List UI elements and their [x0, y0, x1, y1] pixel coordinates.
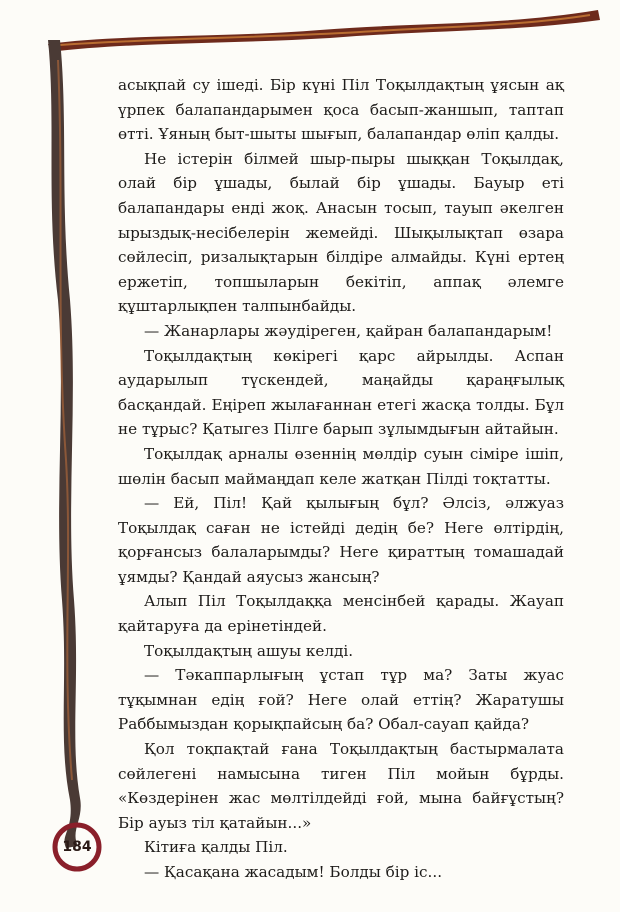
paragraph: Тоқылдақ арналы өзеннің мөлдір суын сіміре ішіп, шөлін басып маймаңдап келе жатқан Пілді тоқтатты.	[118, 444, 564, 488]
body-text	[118, 73, 564, 885]
paragraph: асықпай су ішеді. Бір күні Піл Тоқылдақтың ұясын ақ үрпек балапандарымен қоса басып-жаншып, таптап өтті. Ұяның быт-шыты шығып, балапандар өліп қалды.	[118, 76, 564, 144]
paragraph: Кітиға қалды Піл.	[144, 838, 288, 857]
page-number: 184	[62, 839, 92, 855]
paragraph: — Ей, Піл! Қай қылығың бұл? Әлсіз, әлжуаз Тоқылдақ саған не істейді дедің бе? Неге өлтірдің, қорғансыз балаларымды? Неге қираттың томашадай ұямды? Қандай аяусыз жансың?	[118, 494, 564, 586]
top-border-stroke	[48, 10, 600, 52]
paragraph: Не істерін білмей шыр-пыры шыққан Тоқылдақ, олай бір ұшады, былай бір ұшады. Бауыр еті балапандары енді жоқ. Анасын тосып, тауып әкелген ырыздық-несібелерін жемейді. Шықылықтап өзара сөйлесіп, ризалықтарын білдіре алмайды. Күні ертең ержетіп, топшыларын бекітіп, аппақ әлемге құштарлықпен талпынбайды.	[118, 149, 564, 316]
paragraph: Алып Піл Тоқылдаққа менсінбей қарады. Жауап қайтаруға да ерінетіндей.	[118, 592, 564, 636]
paragraph: — Тәкаппарлығың ұстап тұр ма? Заты жуас тұқымнан едің ғой? Неге олай еттің? Жаратушы Раббымыздан қорықпайсың ба? Обал-сауап қайда?	[118, 666, 564, 734]
paragraph: Тоқылдақтың көкірегі қарс айрылды. Аспан аударылып түскендей, маңайды қараңғылық басқандай. Еңіреп жылағаннан етегі жасқа толды. Бұл не тұрыс? Қатыгез Пілге барып зұлымдығын айтайын.	[118, 346, 564, 439]
paragraph: Қол тоқпақтай ғана Тоқылдақтың бастырмалата сөйлегені намысына тиген Піл мойын бұрды. «Көздерінен жас мөлтілдейді ғой, мына байғұстың? Бір ауыз тіл қатайын...»	[118, 740, 564, 832]
paragraph: Тоқылдақтың ашуы келді.	[144, 641, 354, 660]
paragraph: — Жанарлары жәудіреген, қайран балапандарым!	[144, 321, 553, 340]
paragraph: — Қасақана жасадым! Болды бір іс...	[144, 863, 443, 881]
